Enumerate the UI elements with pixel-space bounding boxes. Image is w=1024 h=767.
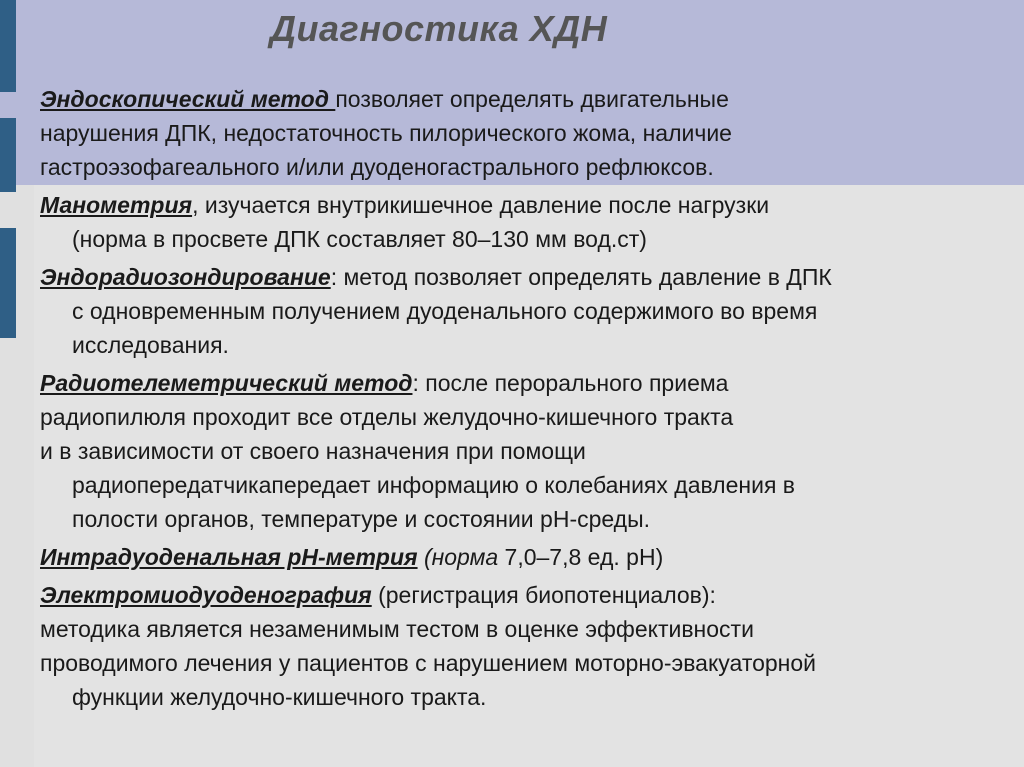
paragraph-radiotelemetry	[40, 366, 1024, 400]
text-line: исследования.	[72, 332, 229, 358]
term-manometry: Манометрия	[40, 192, 193, 218]
text-italic: (норма	[417, 544, 499, 570]
text-line: гастроэзофагеального и/или дуоденогастрального рефлюксов.	[40, 154, 714, 180]
text-line: радиопередатчикапередает информацию о колебаниях давления в	[72, 472, 796, 498]
text-line: : после перорального приема	[412, 370, 729, 396]
paragraph-endoradio	[40, 260, 1024, 294]
left-accent-stripe	[0, 228, 16, 338]
text-line: и в зависимости от своего назначения при помощи	[40, 438, 586, 464]
text-line: 7,0–7,8 ед. рН)	[498, 544, 664, 570]
text-line: : метод позволяет определять давление в ДПК	[330, 264, 832, 290]
left-accent-stripe	[0, 118, 16, 192]
term-radiotelemetry: Радиотелеметрический метод	[40, 370, 413, 396]
text-line: , изучается внутрикишечное давление после нагрузки	[192, 192, 770, 218]
left-accent-stripe	[0, 0, 16, 92]
text-line: (регистрация биопотенциалов):	[371, 582, 716, 608]
term-electromyo: Электромиодуоденография	[40, 582, 372, 608]
paragraph-electromyo	[40, 578, 1024, 612]
term-endoscopy: Эндоскопический метод	[40, 86, 336, 112]
paragraph-manometry	[40, 188, 1024, 222]
text-line: с одновременным получением дуоденального содержимого во время	[72, 298, 818, 324]
slide-content	[40, 82, 1024, 714]
term-ph-metry: Интрадуоденальная рН-метрия	[40, 544, 418, 570]
term-endoradio: Эндорадиозондирование	[40, 264, 331, 290]
text-line: позволяет определять двигательные	[335, 86, 729, 112]
text-line: проводимого лечения у пациентов с нарушением моторно-эвакуаторной	[40, 650, 817, 676]
paragraph-ph-metry	[40, 540, 1024, 574]
paragraph-endoscopy	[40, 82, 1024, 116]
text-line: радиопилюля проходит все отделы желудочно-кишечного тракта	[40, 404, 734, 430]
text-line: методика является незаменимым тестом в оценке эффективности	[40, 616, 754, 642]
text-line: функции желудочно-кишечного тракта.	[72, 684, 487, 710]
text-line: (норма в просвете ДПК составляет 80–130 мм вод.ст)	[72, 226, 647, 252]
text-line: полости органов, температуре и состоянии рН-среды.	[72, 506, 651, 532]
slide-title: Диагностика ХДН	[270, 8, 608, 49]
text-line: нарушения ДПК, недостаточность пилорического жома, наличие	[40, 120, 732, 146]
